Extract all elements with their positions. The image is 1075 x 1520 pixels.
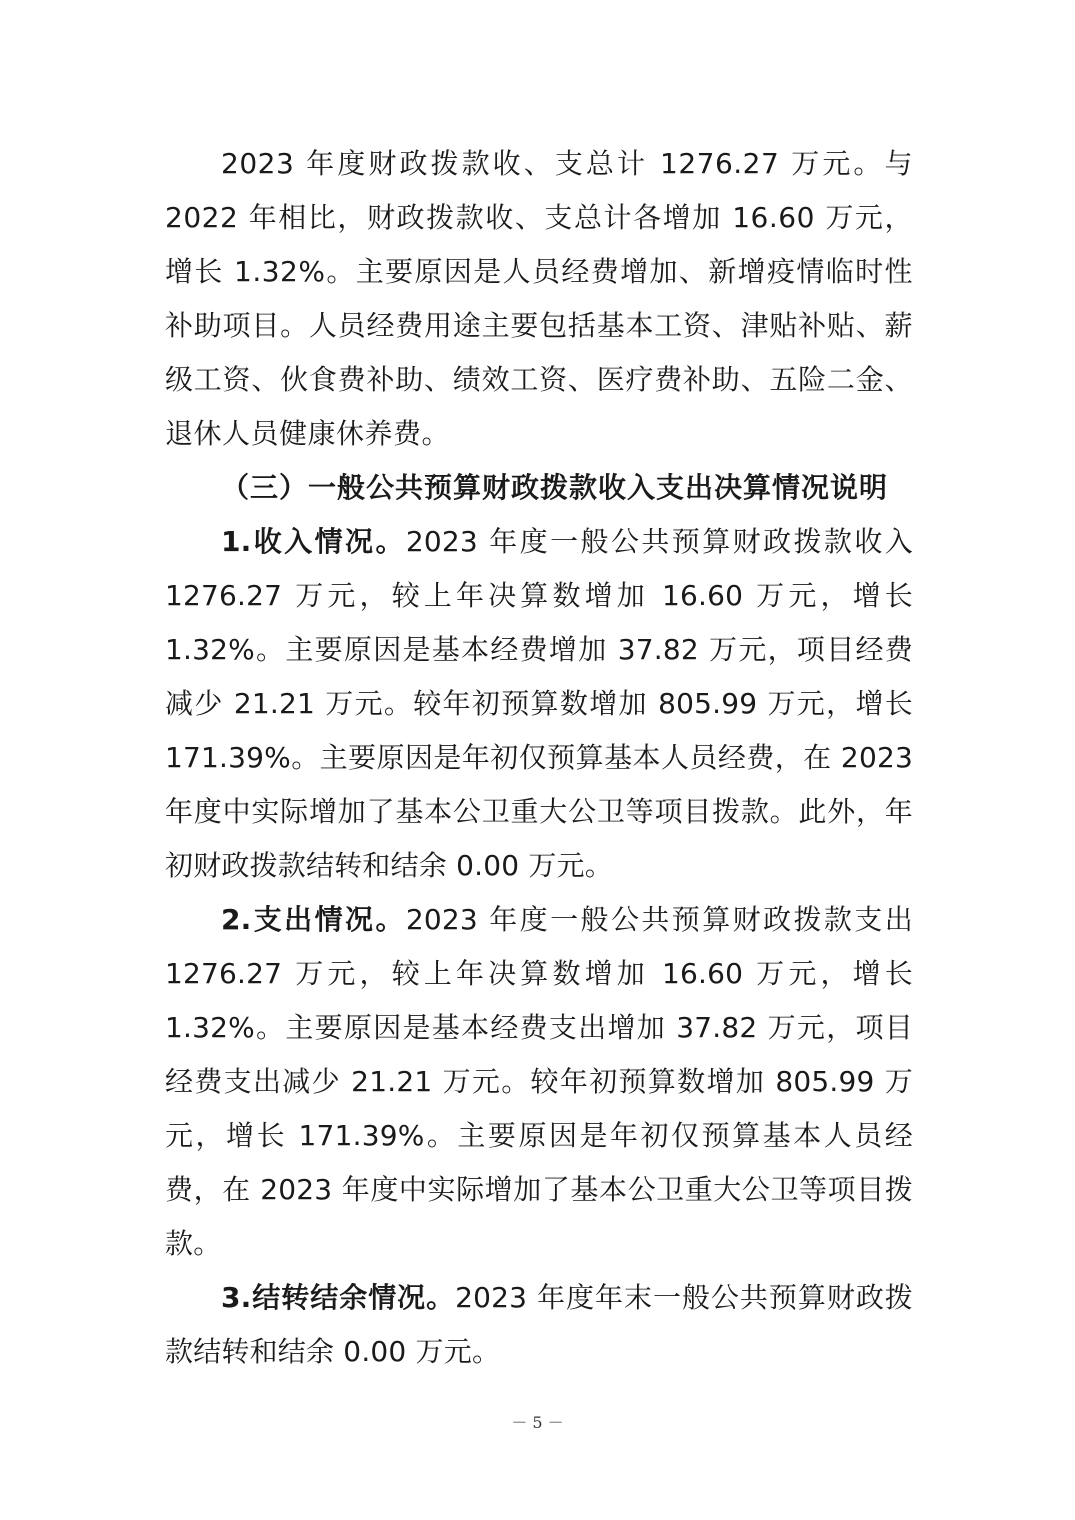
page-number: － 5 －: [511, 1413, 564, 1432]
carryover-lead: 3.结转结余情况。: [221, 1281, 456, 1314]
expenditure-text: 2023 年度一般公共预算财政拨款支出 1276.27 万元，较上年决算数增加 16.60 万元，增长 1.32%。主要原因是基本经费支出增加 37.82 万元，项目经费支出减少 21.21 万元。较年初预算数增加 805.99 万元，增长 171.39%。主要原因是年初仅预算基本人员经费，在 2023 年度中实际增加了基本公卫重大公卫等项目拨款。: [165, 903, 913, 1260]
income-lead: 1.收入情况。: [221, 525, 406, 558]
section-heading: （三）一般公共预算财政拨款收入支出决算情况说明: [221, 471, 889, 504]
intro-paragraph: 2023 年度财政拨款收、支总计 1276.27 万元。与 2022 年相比，财政拨款收、支总计各增加 16.60 万元，增长 1.32%。主要原因是人员经费增加、新增疫情临时性补助项目。人员经费用途主要包括基本工资、津贴补贴、薪级工资、伙食费补助、绩效工资、医疗费补助、五险二金、退休人员健康休养费。: [165, 147, 913, 450]
expenditure-paragraph: [165, 893, 913, 1271]
income-paragraph: [165, 515, 913, 893]
document-body: [165, 137, 913, 1379]
carryover-paragraph: [165, 1271, 913, 1379]
carryover-text: 2023 年度年末一般公共预算财政拨款结转和结余 0.00 万元。: [165, 1281, 913, 1368]
income-text: 2023 年度一般公共预算财政拨款收入 1276.27 万元，较上年决算数增加 16.60 万元，增长 1.32%。主要原因是基本经费增加 37.82 万元，项目经费减少 21.21 万元。较年初预算数增加 805.99 万元，增长 171.39%。主要原因是年初仅预算基本人员经费，在 2023 年度中实际增加了基本公卫重大公卫等项目拨款。此外，年初财政拨款结转和结余 0.00 万元。: [165, 525, 913, 882]
expenditure-lead: 2.支出情况。: [221, 903, 406, 936]
